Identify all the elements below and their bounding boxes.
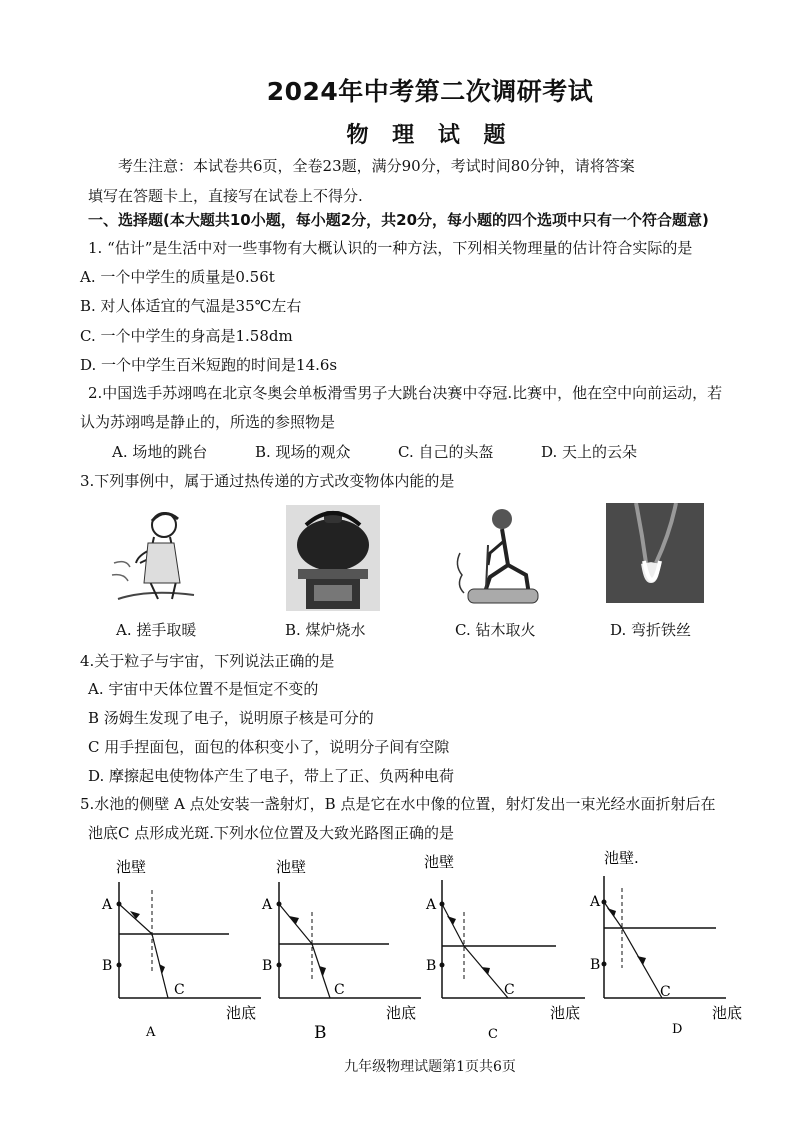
- q5-stem-line-2: 池底C 点形成光斑.下列水位位置及大致光路图正确的是: [88, 824, 455, 842]
- q2-stem-line-1: 2.中国选手苏翊鸣在北京冬奥会单板滑雪男子大跳台决赛中夺冠.比赛中，他在空中向前运动，若: [88, 384, 723, 402]
- q4-option-b: B 汤姆生发现了电子，说明原子核是可分的: [88, 709, 374, 727]
- q3-caption-b: B. 煤炉烧水: [285, 621, 366, 639]
- wall-label: 池壁: [276, 858, 307, 876]
- q3-caption-a: A. 搓手取暖: [116, 621, 197, 639]
- q2-stem-line-2: 认为苏翊鸣是静止的，所选的参照物是: [80, 413, 336, 431]
- point-c-label: C: [334, 982, 345, 998]
- floor-label: 池底: [550, 1004, 581, 1022]
- point-b-label: B: [102, 958, 113, 974]
- kettle-on-stove-icon: [286, 505, 380, 611]
- point-c-label: C: [504, 982, 515, 998]
- optics-diagram-a: [96, 852, 266, 1042]
- diagram-caption: A: [146, 1025, 156, 1040]
- q4-option-a: A. 宇宙中天体位置不是恒定不变的: [88, 680, 319, 698]
- bent-wire-icon: [606, 503, 704, 603]
- q1-option-c: C. 一个中学生的身高是1.58dm: [80, 327, 293, 345]
- q1-option-a: A. 一个中学生的质量是0.56t: [80, 268, 275, 286]
- q4-option-c: C 用手捏面包，面包的体积变小了，说明分子间有空隙: [88, 738, 450, 756]
- q3-caption-c: C. 钻木取火: [455, 621, 536, 639]
- floor-label: 池底: [386, 1004, 417, 1022]
- floor-label: 池底: [226, 1004, 257, 1022]
- floor-label: 池底: [712, 1004, 743, 1022]
- q2-option-d: D. 天上的云朵: [541, 443, 638, 461]
- q5-stem-line-1: 5.水池的侧壁 A 点处安装一盏射灯，B 点是它在水中像的位置，射灯发出一束光经水面折射后在: [80, 795, 716, 813]
- diagram-caption: C: [488, 1027, 498, 1042]
- point-a-label: A: [102, 897, 113, 913]
- wall-label: 池壁.: [604, 849, 639, 867]
- section-heading: 一、选择题(本大题共10小题，每小题2分，共20分，每小题的四个选项中只有一个符合题意): [88, 211, 709, 229]
- optics-diagram-d: [586, 846, 756, 1036]
- notice-line-2: 填写在答题卡上，直接写在试卷上不得分.: [88, 187, 363, 205]
- q2-option-a: A. 场地的跳台: [112, 443, 208, 461]
- optics-diagram-c: [420, 852, 590, 1042]
- point-a-label: A: [590, 894, 601, 910]
- q1-stem: 1. “估计”是生活中对一些事物有大概认识的一种方法，下列相关物理量的估计符合实际的是: [88, 239, 693, 257]
- page-title: 2024年中考第二次调研考试: [266, 77, 594, 106]
- wall-label: 池壁: [116, 858, 147, 876]
- q2-option-b: B. 现场的观众: [255, 443, 351, 461]
- point-a-label: A: [262, 897, 273, 913]
- wall-label: 池壁: [424, 853, 455, 871]
- optics-diagram-b: [256, 852, 426, 1042]
- point-b-label: B: [426, 958, 437, 974]
- q3-stem: 3.下列事例中，属于通过热传递的方式改变物体内能的是: [80, 472, 455, 490]
- point-a-label: A: [426, 897, 437, 913]
- q1-option-b: B. 对人体适宜的气温是35℃左右: [80, 297, 302, 315]
- q4-stem: 4.关于粒子与宇宙，下列说法正确的是: [80, 652, 335, 670]
- diagram-caption: B: [314, 1023, 327, 1042]
- page-subtitle: 物 理 试 题: [346, 123, 514, 148]
- point-c-label: C: [660, 984, 671, 1000]
- q4-option-d: D. 摩擦起电使物体产生了电子，带上了正、负两种电荷: [88, 767, 455, 785]
- point-c-label: C: [174, 982, 185, 998]
- page-footer: 九年级物理试题第1页共6页: [344, 1059, 516, 1075]
- diagram-caption: D: [672, 1022, 683, 1036]
- point-b-label: B: [262, 958, 273, 974]
- q2-option-c: C. 自己的头盔: [398, 443, 494, 461]
- person-rubbing-hands-icon: [108, 503, 204, 611]
- drilling-wood-fire-icon: [452, 505, 548, 611]
- q3-caption-d: D. 弯折铁丝: [610, 621, 692, 639]
- point-b-label: B: [590, 957, 601, 973]
- notice-line-1: 考生注意：本试卷共6页，全卷23题，满分90分，考试时间80分钟，请将答案: [118, 157, 635, 175]
- q1-option-d: D. 一个中学生百米短跑的时间是14.6s: [80, 356, 338, 374]
